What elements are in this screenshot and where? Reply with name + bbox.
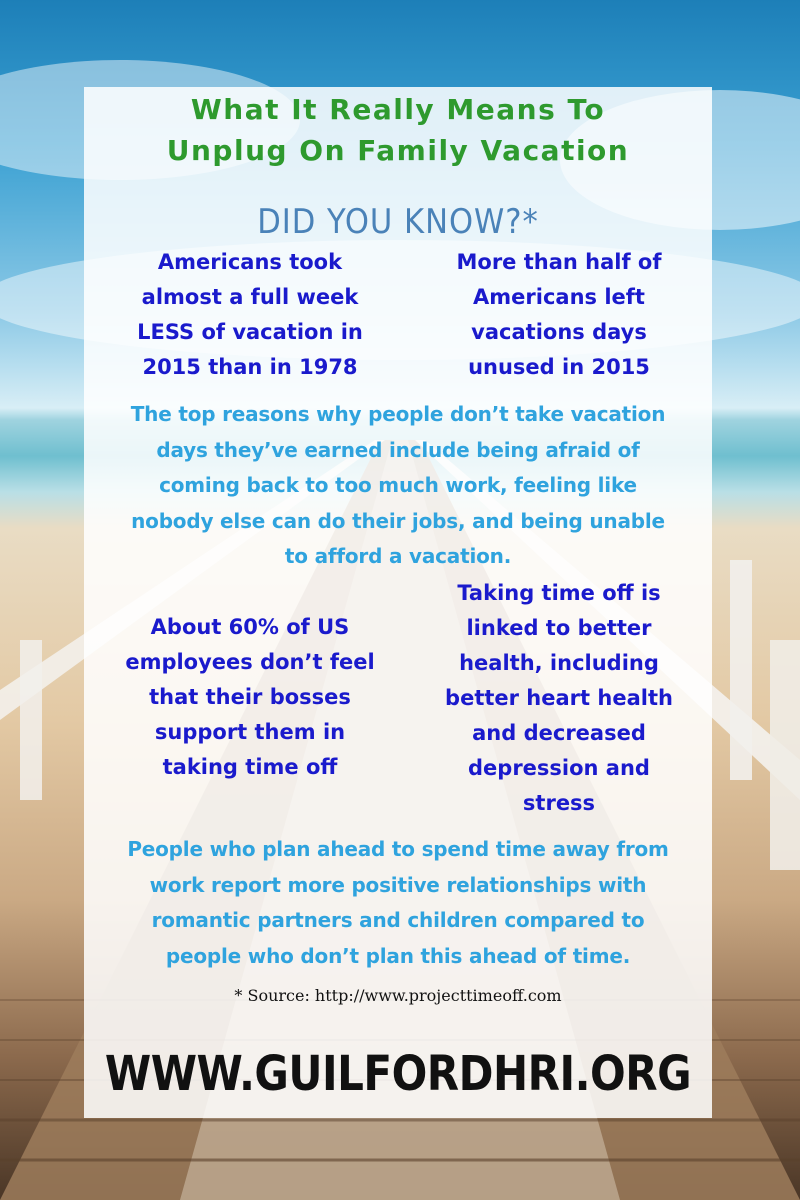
title-line: Unplug On Family Vacation: [166, 134, 630, 167]
fact-line: romantic partners and children compared to: [151, 908, 645, 932]
fact-line: vacations days: [471, 320, 647, 344]
fact-line: taking time off: [162, 755, 338, 779]
source-citation: * Source: http://www.projecttimeoff.com: [234, 986, 562, 1005]
fact-line: that their bosses: [149, 685, 351, 709]
website-url: WWW.GUILFORDHRI.ORG: [104, 1045, 692, 1102]
fact-line: almost a full week: [141, 285, 359, 309]
page-title: [84, 89, 712, 171]
fact-line: coming back to too much work, feeling like: [159, 473, 637, 497]
fact-line: work report more positive relationships with: [149, 872, 647, 897]
fact-line: depression and: [468, 756, 650, 780]
fact-plan-ahead: [90, 832, 706, 974]
fact-line: Americans took: [157, 250, 343, 274]
fact-line: better heart health: [445, 686, 673, 710]
fact-line: and decreased: [472, 721, 646, 745]
fact-line: people who don’t plan this ahead of time.: [165, 943, 631, 968]
fact-line: People who plan ahead to spend time away from: [127, 837, 669, 861]
fact-line: The top reasons why people don’t take vacation: [130, 402, 666, 426]
fact-line: nobody else can do their jobs, and being unable: [131, 508, 665, 533]
did-you-know-heading: DID YOU KNOW?*: [257, 202, 539, 242]
fact-line: support them in: [154, 720, 346, 744]
fact-top-reasons: [90, 397, 706, 575]
fact-unused-days: [418, 245, 700, 385]
fact-line: LESS of vacation in: [137, 320, 363, 344]
fact-line: 2015 than in 1978: [142, 355, 358, 379]
fact-line: days they’ve earned include being afraid of: [156, 437, 640, 462]
fact-line: stress: [522, 791, 596, 815]
fact-bosses-support: [110, 610, 390, 785]
fact-line: More than half of: [456, 250, 662, 274]
fact-line: employees don’t feel: [125, 650, 375, 674]
fact-line: health, including: [459, 651, 659, 675]
fact-line: linked to better: [466, 616, 652, 640]
fact-line: Americans left: [473, 285, 645, 309]
fact-line: to afford a vacation.: [284, 544, 512, 568]
fact-health-benefits: [418, 576, 700, 821]
title-line: What It Really Means To: [190, 93, 606, 126]
fact-vacation-week-less: [110, 245, 390, 385]
fact-line: About 60% of US: [150, 615, 350, 639]
fact-line: Taking time off is: [457, 581, 661, 605]
fact-line: unused in 2015: [468, 355, 650, 379]
